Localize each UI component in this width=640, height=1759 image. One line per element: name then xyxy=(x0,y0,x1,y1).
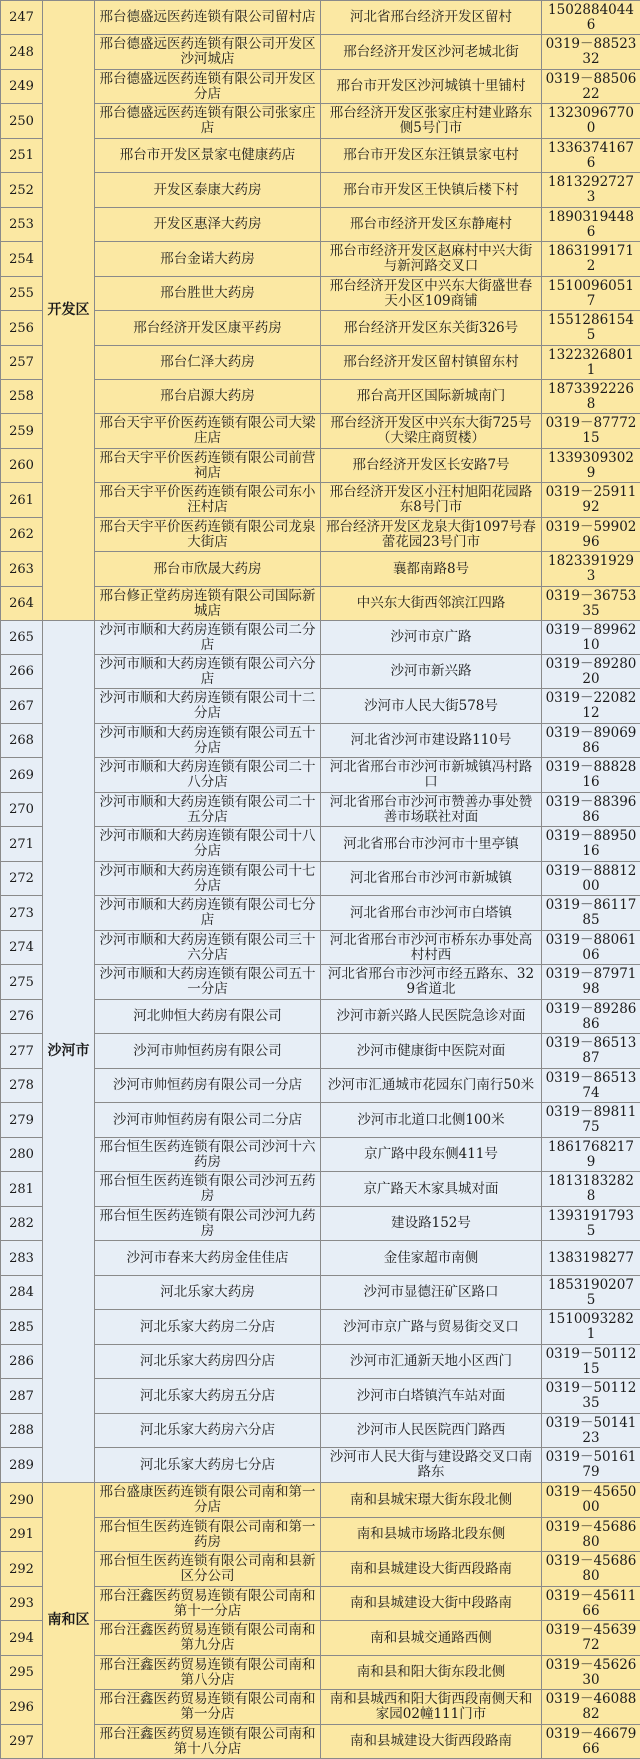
pharmacy-address: 金佳家超市南侧 xyxy=(321,1241,542,1276)
row-number: 255 xyxy=(1,277,43,311)
pharmacy-address: 河北省邢台市沙河市新城镇冯村路口 xyxy=(321,758,542,793)
pharmacy-table-body xyxy=(1,1,640,1759)
pharmacy-phone: 18233919293 xyxy=(542,552,640,587)
row-number: 287 xyxy=(1,1379,43,1414)
row-number: 282 xyxy=(1,1207,43,1241)
row-number: 266 xyxy=(1,655,43,689)
pharmacy-name: 邢台盛康医药连锁有限公司南和第一分店 xyxy=(95,1483,321,1518)
pharmacy-address: 沙河市人民大街与建设路交叉口南路东 xyxy=(321,1448,542,1483)
pharmacy-phone: 0319－8928686 xyxy=(542,1000,640,1034)
pharmacy-address: 河北省邢台市沙河市经五路东、329省道北 xyxy=(321,965,542,1000)
pharmacy-phone: 0319－4562630 xyxy=(542,1656,640,1690)
pharmacy-name: 河北乐家大药房五分店 xyxy=(95,1379,321,1414)
row-number: 286 xyxy=(1,1345,43,1379)
pharmacy-address: 建设路152号 xyxy=(321,1207,542,1241)
row-number: 261 xyxy=(1,483,43,518)
pharmacy-name: 邢台德盛远医药连锁有限公司开发区沙河城店 xyxy=(95,35,321,70)
row-number: 253 xyxy=(1,208,43,242)
pharmacy-phone: 18631991712 xyxy=(542,242,640,277)
pharmacy-address: 沙河市京广路 xyxy=(321,621,542,655)
row-number: 284 xyxy=(1,1276,43,1310)
row-number: 270 xyxy=(1,793,43,827)
table-row xyxy=(1,724,640,758)
pharmacy-address: 沙河市人民医院西门路西 xyxy=(321,1414,542,1448)
table-row xyxy=(1,1656,640,1690)
table-row xyxy=(1,1069,640,1103)
pharmacy-address: 中兴东大街西邻滨江四路 xyxy=(321,587,542,621)
pharmacy-address: 沙河市北道口北侧100米 xyxy=(321,1103,542,1138)
pharmacy-phone: 0319－8895016 xyxy=(542,827,640,862)
table-row xyxy=(1,1138,640,1172)
pharmacy-name: 河北乐家大药房七分店 xyxy=(95,1448,321,1483)
pharmacy-name: 邢台天宇平价医药连锁有限公司东小汪村店 xyxy=(95,483,321,518)
pharmacy-phone: 0319－4568680 xyxy=(542,1552,640,1587)
row-number: 280 xyxy=(1,1138,43,1172)
row-number: 295 xyxy=(1,1656,43,1690)
pharmacy-phone: 0319－8777215 xyxy=(542,414,640,449)
pharmacy-phone: 18617682179 xyxy=(542,1138,640,1172)
pharmacy-name: 邢台汪鑫医药贸易连锁有限公司南和第一分店 xyxy=(95,1690,321,1725)
pharmacy-address: 襄都南路8号 xyxy=(321,552,542,587)
pharmacy-address: 邢台高开区国际新城南门 xyxy=(321,380,542,414)
pharmacy-phone: 0319－8881200 xyxy=(542,862,640,896)
pharmacy-address: 河北省邢台市沙河市十里亭镇 xyxy=(321,827,542,862)
pharmacy-address: 邢台经济开发区中兴东大街725号（大梁庄商贸楼） xyxy=(321,414,542,449)
row-number: 256 xyxy=(1,311,43,346)
pharmacy-phone: 0319－4563972 xyxy=(542,1621,640,1656)
pharmacy-address: 沙河市显德汪矿区路口 xyxy=(321,1276,542,1310)
pharmacy-phone: 13230967700 xyxy=(542,104,640,139)
row-number: 278 xyxy=(1,1069,43,1103)
row-number: 291 xyxy=(1,1518,43,1552)
table-row xyxy=(1,1552,640,1587)
pharmacy-address: 邢台市经济开发区赵麻村中兴大街与新河路交叉口 xyxy=(321,242,542,277)
pharmacy-address: 邢台经济开发区龙泉大街1097号春蕾花园23号门市 xyxy=(321,518,542,552)
pharmacy-name: 沙河市顺和大药房连锁有限公司十七分店 xyxy=(95,862,321,896)
row-number: 288 xyxy=(1,1414,43,1448)
table-row xyxy=(1,1414,640,1448)
pharmacy-address: 南和县城交通路西侧 xyxy=(321,1621,542,1656)
table-row xyxy=(1,1207,640,1241)
pharmacy-phone: 15100932821 xyxy=(542,1310,640,1345)
row-number: 258 xyxy=(1,380,43,414)
pharmacy-phone: 0319－5014123 xyxy=(542,1414,640,1448)
pharmacy-phone: 0319－8797198 xyxy=(542,965,640,1000)
pharmacy-name: 邢台德盛远医药连锁有限公司开发区分店 xyxy=(95,70,321,104)
pharmacy-address: 京广路中段东侧411号 xyxy=(321,1138,542,1172)
row-number: 263 xyxy=(1,552,43,587)
row-number: 249 xyxy=(1,70,43,104)
row-number: 289 xyxy=(1,1448,43,1483)
row-number: 267 xyxy=(1,689,43,724)
table-row xyxy=(1,1000,640,1034)
pharmacy-address: 河北省沙河市建设路110号 xyxy=(321,724,542,758)
pharmacy-address: 沙河市汇通城市花园东门南行50米 xyxy=(321,1069,542,1103)
area-label: 沙河市 xyxy=(43,621,95,1483)
pharmacy-address: 邢台经济开发区张家庄村建业路东侧5号门市 xyxy=(321,104,542,139)
pharmacy-name: 沙河市帅恒药房有限公司二分店 xyxy=(95,1103,321,1138)
pharmacy-address: 河北省邢台经济开发区留村 xyxy=(321,1,542,35)
pharmacy-name: 沙河市顺和大药房连锁有限公司七分店 xyxy=(95,896,321,931)
pharmacy-address: 邢台经济开发区东关街326号 xyxy=(321,311,542,346)
pharmacy-phone: 0319－2208212 xyxy=(542,689,640,724)
table-row xyxy=(1,862,640,896)
table-row xyxy=(1,380,640,414)
row-number: 272 xyxy=(1,862,43,896)
pharmacy-phone: 0319－4568680 xyxy=(542,1518,640,1552)
pharmacy-name: 沙河市帅恒药房有限公司一分店 xyxy=(95,1069,321,1103)
pharmacy-address: 邢台市开发区沙河城镇十里铺村 xyxy=(321,70,542,104)
row-number: 250 xyxy=(1,104,43,139)
table-row xyxy=(1,1448,640,1483)
table-row xyxy=(1,1172,640,1207)
pharmacy-phone: 18531902075 xyxy=(542,1276,640,1310)
row-number: 248 xyxy=(1,35,43,70)
row-number: 273 xyxy=(1,896,43,931)
pharmacy-phone: 0319－8839686 xyxy=(542,793,640,827)
table-row xyxy=(1,518,640,552)
pharmacy-name: 邢台德盛远医药连锁有限公司张家庄店 xyxy=(95,104,321,139)
pharmacy-phone: 0319－8852332 xyxy=(542,35,640,70)
pharmacy-phone: 0319－5011235 xyxy=(542,1379,640,1414)
pharmacy-name: 沙河市顺和大药房连锁有限公司二分店 xyxy=(95,621,321,655)
pharmacy-phone: 0319－2591192 xyxy=(542,483,640,518)
pharmacy-name: 沙河市帅恒药房有限公司 xyxy=(95,1034,321,1069)
pharmacy-phone: 1383198277 xyxy=(542,1241,640,1276)
row-number: 297 xyxy=(1,1725,43,1759)
table-row xyxy=(1,827,640,862)
pharmacy-name: 沙河市顺和大药房连锁有限公司二十八分店 xyxy=(95,758,321,793)
table-row xyxy=(1,242,640,277)
row-number: 283 xyxy=(1,1241,43,1276)
pharmacy-address: 邢台市开发区王快镇后楼下村 xyxy=(321,173,542,208)
pharmacy-address: 南和县城建设大街西段路南 xyxy=(321,1552,542,1587)
table-row xyxy=(1,1518,640,1552)
table-row xyxy=(1,965,640,1000)
table-row xyxy=(1,1379,640,1414)
table-row xyxy=(1,896,640,931)
pharmacy-name: 邢台德盛远医药连锁有限公司留村店 xyxy=(95,1,321,35)
pharmacy-address: 邢台经济开发区中兴东大街盛世春天小区109商铺 xyxy=(321,277,542,311)
pharmacy-address: 邢台经济开发区长安路7号 xyxy=(321,449,542,483)
row-number: 265 xyxy=(1,621,43,655)
pharmacy-name: 沙河市顺和大药房连锁有限公司三十六分店 xyxy=(95,931,321,965)
pharmacy-name: 邢台汪鑫医药贸易连锁有限公司南和第八分店 xyxy=(95,1656,321,1690)
table-row xyxy=(1,70,640,104)
pharmacy-name: 邢台汪鑫医药贸易连锁有限公司南和第十八分店 xyxy=(95,1725,321,1759)
pharmacy-address: 南和县城西和阳大街西段南侧天和家园02幢111门市 xyxy=(321,1690,542,1725)
row-number: 275 xyxy=(1,965,43,1000)
table-row xyxy=(1,449,640,483)
pharmacy-phone: 0319－8806106 xyxy=(542,931,640,965)
pharmacy-address: 沙河市京广路与贸易街交叉口 xyxy=(321,1310,542,1345)
pharmacy-name: 河北乐家大药房四分店 xyxy=(95,1345,321,1379)
pharmacy-phone: 0319－8981175 xyxy=(542,1103,640,1138)
row-number: 274 xyxy=(1,931,43,965)
pharmacy-name: 沙河市顺和大药房连锁有限公司五十一分店 xyxy=(95,965,321,1000)
table-row xyxy=(1,1483,640,1518)
pharmacy-phone: 0319－8906986 xyxy=(542,724,640,758)
pharmacy-phone: 0319－5011215 xyxy=(542,1345,640,1379)
table-row xyxy=(1,1690,640,1725)
pharmacy-name: 邢台修正堂药房连锁有限公司国际新城店 xyxy=(95,587,321,621)
pharmacy-address: 邢台经济开发区留村镇留东村 xyxy=(321,346,542,380)
pharmacy-phone: 0319－8850622 xyxy=(542,70,640,104)
row-number: 285 xyxy=(1,1310,43,1345)
table-row xyxy=(1,1310,640,1345)
table-row xyxy=(1,1,640,35)
table-row xyxy=(1,414,640,449)
pharmacy-address: 河北省邢台市沙河市新城镇 xyxy=(321,862,542,896)
pharmacy-name: 邢台恒生医药连锁有限公司沙河九药房 xyxy=(95,1207,321,1241)
pharmacy-address: 南和县城市场路北段东侧 xyxy=(321,1518,542,1552)
pharmacy-name: 沙河市顺和大药房连锁有限公司十八分店 xyxy=(95,827,321,862)
table-row xyxy=(1,1621,640,1656)
pharmacy-phone: 0319－8882816 xyxy=(542,758,640,793)
table-row xyxy=(1,931,640,965)
pharmacy-name: 邢台恒生医药连锁有限公司沙河十六药房 xyxy=(95,1138,321,1172)
row-number: 276 xyxy=(1,1000,43,1034)
pharmacy-name: 开发区惠泽大药房 xyxy=(95,208,321,242)
pharmacy-address: 沙河市人民大街578号 xyxy=(321,689,542,724)
pharmacy-address: 沙河市汇通新天地小区西门 xyxy=(321,1345,542,1379)
pharmacy-name: 邢台市欣晟大药房 xyxy=(95,552,321,587)
pharmacy-name: 邢台汪鑫医药贸易连锁有限公司南和第九分店 xyxy=(95,1621,321,1656)
table-row xyxy=(1,1587,640,1621)
row-number: 262 xyxy=(1,518,43,552)
table-row xyxy=(1,483,640,518)
pharmacy-phone: 0319－8928020 xyxy=(542,655,640,689)
row-number: 277 xyxy=(1,1034,43,1069)
table-row xyxy=(1,621,640,655)
pharmacy-name: 邢台启源大药房 xyxy=(95,380,321,414)
table-row xyxy=(1,173,640,208)
row-number: 279 xyxy=(1,1103,43,1138)
row-number: 254 xyxy=(1,242,43,277)
pharmacy-address: 南和县城建设大街中段路南 xyxy=(321,1587,542,1621)
pharmacy-name: 邢台经济开发区康平药房 xyxy=(95,311,321,346)
table-row xyxy=(1,1241,640,1276)
pharmacy-name: 邢台天宇平价医药连锁有限公司前营祠店 xyxy=(95,449,321,483)
pharmacy-name: 邢台恒生医药连锁有限公司南和第一药房 xyxy=(95,1518,321,1552)
pharmacy-address: 邢台市经济开发区东静庵村 xyxy=(321,208,542,242)
pharmacy-phone: 13223268011 xyxy=(542,346,640,380)
pharmacy-name: 邢台金诺大药房 xyxy=(95,242,321,277)
table-row xyxy=(1,346,640,380)
pharmacy-phone: 13363741676 xyxy=(542,139,640,173)
pharmacy-phone: 0319－4565000 xyxy=(542,1483,640,1518)
pharmacy-phone: 0319－8996210 xyxy=(542,621,640,655)
pharmacy-phone: 13393093029 xyxy=(542,449,640,483)
pharmacy-phone: 0319－5016179 xyxy=(542,1448,640,1483)
pharmacy-address: 邢台经济开发区小汪村旭阳花园路东8号门市 xyxy=(321,483,542,518)
row-number: 260 xyxy=(1,449,43,483)
pharmacy-address: 河北省邢台市沙河市白塔镇 xyxy=(321,896,542,931)
pharmacy-name: 邢台天宇平价医药连锁有限公司龙泉大街店 xyxy=(95,518,321,552)
pharmacy-phone: 0319－5990296 xyxy=(542,518,640,552)
pharmacy-name: 沙河市顺和大药房连锁有限公司六分店 xyxy=(95,655,321,689)
pharmacy-name: 沙河市顺和大药房连锁有限公司五十分店 xyxy=(95,724,321,758)
pharmacy-address: 沙河市健康街中医院对面 xyxy=(321,1034,542,1069)
pharmacy-phone: 0319－4667966 xyxy=(542,1725,640,1759)
row-number: 296 xyxy=(1,1690,43,1725)
table-row xyxy=(1,311,640,346)
pharmacy-phone: 18132927273 xyxy=(542,173,640,208)
pharmacy-address: 京广路天木家具城对面 xyxy=(321,1172,542,1207)
pharmacy-name: 邢台恒生医药连锁有限公司南和县新区分公司 xyxy=(95,1552,321,1587)
row-number: 290 xyxy=(1,1483,43,1518)
pharmacy-name: 沙河市顺和大药房连锁有限公司二十五分店 xyxy=(95,793,321,827)
pharmacy-phone: 18903194486 xyxy=(542,208,640,242)
pharmacy-name: 开发区泰康大药房 xyxy=(95,173,321,208)
row-number: 269 xyxy=(1,758,43,793)
table-row xyxy=(1,689,640,724)
row-number: 259 xyxy=(1,414,43,449)
table-row xyxy=(1,104,640,139)
table-row xyxy=(1,1345,640,1379)
pharmacy-name: 河北帅恒大药房有限公司 xyxy=(95,1000,321,1034)
table-row xyxy=(1,1725,640,1759)
row-number: 271 xyxy=(1,827,43,862)
row-number: 294 xyxy=(1,1621,43,1656)
table-row xyxy=(1,655,640,689)
pharmacy-phone: 15512861545 xyxy=(542,311,640,346)
pharmacy-name: 沙河市春来大药房金佳佳店 xyxy=(95,1241,321,1276)
table-row xyxy=(1,139,640,173)
pharmacy-phone: 0319－3675335 xyxy=(542,587,640,621)
pharmacy-name: 河北乐家大药房二分店 xyxy=(95,1310,321,1345)
pharmacy-name: 邢台仁泽大药房 xyxy=(95,346,321,380)
table-row xyxy=(1,552,640,587)
pharmacy-phone: 0319－8611785 xyxy=(542,896,640,931)
pharmacy-phone: 18131832828 xyxy=(542,1172,640,1207)
row-number: 257 xyxy=(1,346,43,380)
pharmacy-phone: 0319－4608882 xyxy=(542,1690,640,1725)
row-number: 251 xyxy=(1,139,43,173)
pharmacy-address: 邢台经济开发区沙河老城北街 xyxy=(321,35,542,70)
pharmacy-address: 南和县城建设大街西段路南 xyxy=(321,1725,542,1759)
row-number: 252 xyxy=(1,173,43,208)
row-number: 292 xyxy=(1,1552,43,1587)
pharmacy-phone: 0319－8651387 xyxy=(542,1034,640,1069)
table-row xyxy=(1,1034,640,1069)
area-label: 开发区 xyxy=(43,1,95,621)
pharmacy-address: 南和县城宋璟大街东段北侧 xyxy=(321,1483,542,1518)
pharmacy-phone: 0319－8651374 xyxy=(542,1069,640,1103)
pharmacy-name: 邢台天宇平价医药连锁有限公司大梁庄店 xyxy=(95,414,321,449)
row-number: 293 xyxy=(1,1587,43,1621)
area-label: 南和区 xyxy=(43,1483,95,1759)
pharmacy-phone: 18733922268 xyxy=(542,380,640,414)
pharmacy-name: 邢台恒生医药连锁有限公司沙河五药房 xyxy=(95,1172,321,1207)
row-number: 268 xyxy=(1,724,43,758)
pharmacy-address: 沙河市白塔镇汽车站对面 xyxy=(321,1379,542,1414)
pharmacy-address: 沙河市新兴路人民医院急诊对面 xyxy=(321,1000,542,1034)
pharmacy-phone: 13931917935 xyxy=(542,1207,640,1241)
pharmacy-name: 河北乐家大药房六分店 xyxy=(95,1414,321,1448)
pharmacy-address: 沙河市新兴路 xyxy=(321,655,542,689)
table-row xyxy=(1,277,640,311)
table-row xyxy=(1,758,640,793)
table-row xyxy=(1,208,640,242)
pharmacy-address: 河北省邢台市沙河市桥东办事处高村村西 xyxy=(321,931,542,965)
row-number: 264 xyxy=(1,587,43,621)
table-row xyxy=(1,587,640,621)
pharmacy-phone: 0319－4561166 xyxy=(542,1587,640,1621)
pharmacy-name: 邢台汪鑫医药贸易连锁有限公司南和第十一分店 xyxy=(95,1587,321,1621)
table-row xyxy=(1,1276,640,1310)
pharmacy-name: 沙河市顺和大药房连锁有限公司十二分店 xyxy=(95,689,321,724)
pharmacy-name: 邢台市开发区景家屯健康药店 xyxy=(95,139,321,173)
pharmacy-address: 南和县和阳大街东段北侧 xyxy=(321,1656,542,1690)
table-row xyxy=(1,793,640,827)
pharmacy-name: 河北乐家大药房 xyxy=(95,1276,321,1310)
pharmacy-phone: 15100960517 xyxy=(542,277,640,311)
pharmacy-address: 河北省邢台市沙河市赞善办事处赞善市场联社对面 xyxy=(321,793,542,827)
pharmacy-phone: 15028840446 xyxy=(542,1,640,35)
pharmacy-address: 邢台市开发区东汪镇景家屯村 xyxy=(321,139,542,173)
row-number: 247 xyxy=(1,1,43,35)
table-row xyxy=(1,35,640,70)
row-number: 281 xyxy=(1,1172,43,1207)
pharmacy-name: 邢台胜世大药房 xyxy=(95,277,321,311)
table-row xyxy=(1,1103,640,1138)
